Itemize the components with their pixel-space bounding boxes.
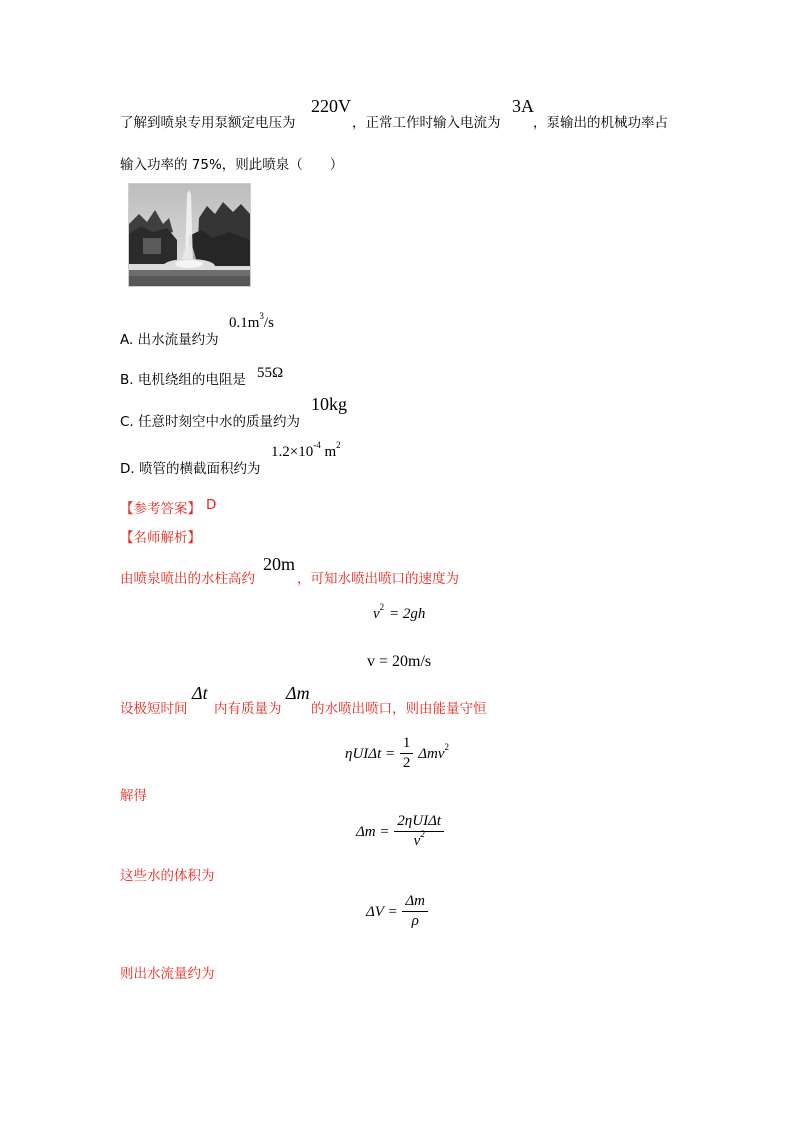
analysis-sentence-4: 这些水的体积为 xyxy=(120,868,215,884)
question-line1-part2: ，正常工作时输入电流为 xyxy=(352,115,501,131)
analysis-sentence-2c: 的水喷出喷口，则由能量守恒 xyxy=(311,701,487,717)
fraction-volume: $\frac{\Delta m}{\rho}$ xyxy=(402,893,428,930)
fountain-photo xyxy=(128,183,251,287)
analysis-sentence-1a: 由喷泉喷出的水柱高约 xyxy=(120,571,255,587)
voltage-value: 220V xyxy=(311,96,351,116)
fraction-one-half: $\frac{1}{2}$ xyxy=(400,735,414,772)
fraction-delta-m: $\frac{\text{2ηUIΔt}}{v^2}$ xyxy=(394,813,444,850)
question-line2: 输入功率的 75%，则此喷泉（ ） xyxy=(120,157,344,173)
answer-value: D xyxy=(206,497,217,513)
option-c-label: C. 任意时刻空中水的质量约为 xyxy=(120,414,301,430)
equation-energy-conservation: ηUIΔt = $\frac{1}{2}$ Δmv$^2$ xyxy=(345,735,449,771)
question-line1-part1: 了解到喷泉专用泵额定电压为 xyxy=(120,115,296,131)
analysis-sentence-3: 解得 xyxy=(120,788,147,804)
option-b-value: 55Ω xyxy=(257,365,284,381)
current-value: 3A xyxy=(512,96,534,116)
analysis-label: 【名师解析】 xyxy=(120,530,201,546)
equation-v-squared: $v^2 = 2gh$ xyxy=(373,602,426,622)
analysis-sentence-5: 则出水流量约为 xyxy=(120,966,215,982)
analysis-sentence-1b: ，可知水喷出喷口的速度为 xyxy=(297,571,459,587)
delta-t-symbol: Δt xyxy=(192,683,208,703)
option-c-value: 10kg xyxy=(311,394,347,414)
option-a-value: $0.1m^3/s$ xyxy=(229,311,274,331)
question-line1-part3: ，泵输出的机械功率占 xyxy=(533,115,668,131)
analysis-sentence-2a: 设极短时间 xyxy=(120,701,188,717)
equation-delta-m: Δm = $\frac{\text{2ηUIΔt}}{v^2}$ xyxy=(356,813,444,850)
option-b-label: B. 电机绕组的电阻是 xyxy=(120,372,246,388)
analysis-sentence-2b: 内有质量为 xyxy=(214,701,282,717)
option-d-value: $1.2\times 10^{-4}$ $m^2$ xyxy=(271,440,341,460)
delta-m-symbol: Δm xyxy=(286,683,310,703)
option-a-label: A. 出水流量约为 xyxy=(120,332,219,348)
fountain-height: 20m xyxy=(263,554,296,574)
equation-velocity: v = 20m/s xyxy=(367,653,432,670)
answer-label: 【参考答案】 xyxy=(120,501,201,517)
option-d-label: D. 喷管的横截面积约为 xyxy=(120,461,261,477)
equation-volume: ΔV = $\frac{\Delta m}{\rho}$ xyxy=(366,893,428,930)
